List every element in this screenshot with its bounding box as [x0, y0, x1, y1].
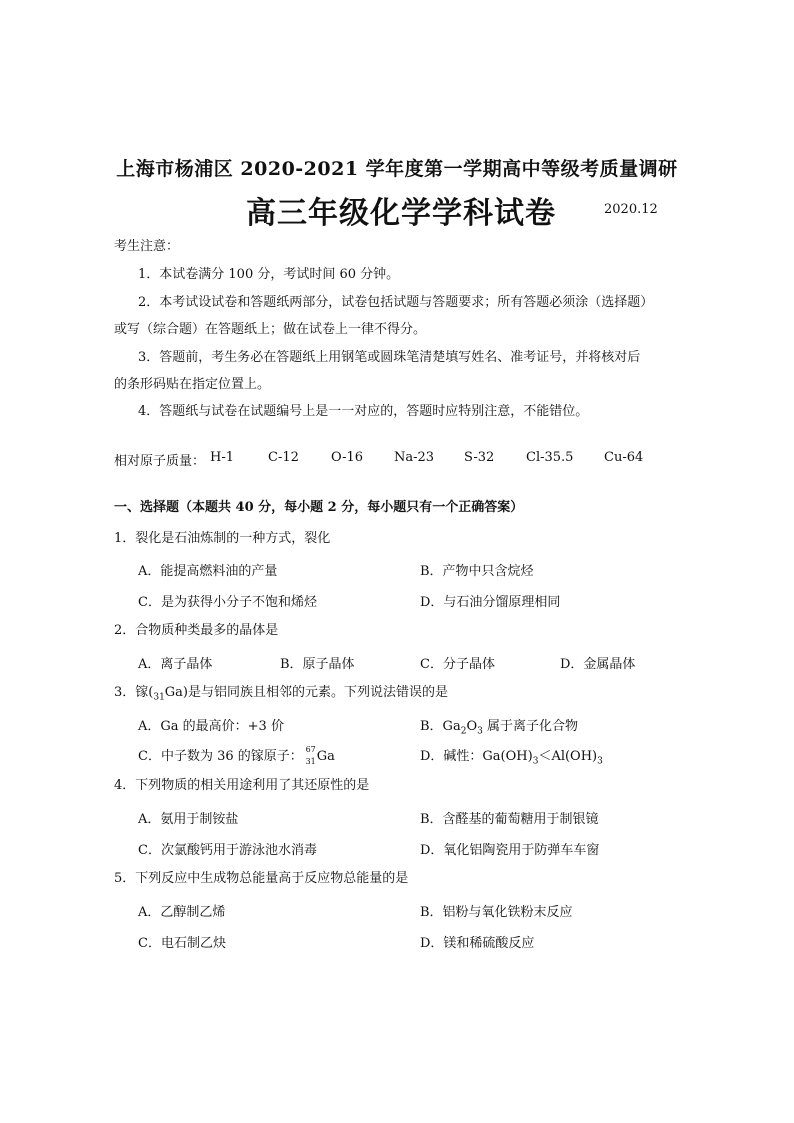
notice-item-2-cont: 或写（综合题）在答题纸上；做在试卷上一律不得分。 [114, 322, 427, 337]
q3-stem-atomic-number: 31 [153, 692, 165, 703]
notice-item-4: 4．答题纸与试卷在试题编号上是一一对应的，答题时应特别注意，不能错位。 [138, 404, 589, 419]
notice-item-1: 1．本试卷满分 100 分，考试时间 60 分钟。 [138, 267, 400, 282]
q5-stem: 5．下列反应中生成物总能量高于反应物总能量的是 [114, 871, 409, 886]
section1-heading: 一、选择题（本题共 40 分，每小题 2 分，每小题只有一个正确答案） [114, 500, 524, 515]
q1-option-b: B．产物中只含烷烃 [420, 564, 534, 579]
q4-option-b: B．含醛基的葡萄糖用于制银镜 [420, 812, 599, 827]
q3-b-text3: 属于离子化合物 [482, 719, 578, 734]
q4-option-a: A．氨用于制铵盐 [138, 812, 239, 827]
q2-option-c: C．分子晶体 [420, 657, 495, 672]
q4-option-c: C．次氯酸钙用于游泳池水消毒 [138, 843, 317, 858]
atomic-mass-c: C-12 [268, 450, 299, 465]
q3-b-sub2: 3 [477, 726, 483, 737]
exam-title-line1: 上海市杨浦区 2020-2021 学年度第一学期高中等级考质量调研 [116, 158, 678, 180]
q3-b-sub1: 2 [460, 726, 467, 737]
q4-stem: 4．下列物质的相关用途利用了其还原性的是 [114, 778, 370, 793]
notice-item-3: 3．答题前，考生务必在答题纸上用钢笔或圆珠笔清楚填写姓名、准考证号，并将核对后 [138, 350, 641, 365]
q5-option-c: C．电石制乙炔 [138, 936, 226, 951]
exam-date: 2020.12 [604, 202, 658, 217]
q2-option-a: A．离子晶体 [138, 657, 213, 672]
atomic-masses-label: 相对原子质量： [114, 454, 206, 469]
q3-c-mass-number: 67 [305, 744, 316, 754]
q5-option-d: D．镁和稀硫酸反应 [420, 936, 535, 951]
q3-b-text1: B．Ga [420, 719, 461, 734]
q3-stem [114, 684, 448, 707]
q3-stem-part1: 3．镓( [114, 685, 154, 700]
q4-option-d: D．氧化铝陶瓷用于防弹车车窗 [420, 843, 600, 858]
q3-c-atomic-number: 31 [305, 756, 316, 766]
q3-option-c [138, 745, 335, 766]
q3-d-text1: D．碱性：Ga(OH) [420, 749, 533, 764]
q3-stem-part2: Ga)是与铝同族且相邻的元素。下列说法错误的是 [164, 685, 449, 700]
q1-option-d: D．与石油分馏原理相同 [420, 595, 561, 610]
atomic-masses-row [114, 450, 674, 470]
q3-c-nuclide [303, 744, 317, 766]
notice-heading: 考生注意： [114, 239, 180, 254]
q3-d-sub2: 3 [597, 756, 603, 767]
q3-d-sub1: 3 [532, 756, 539, 767]
atomic-mass-s: S-32 [464, 450, 495, 465]
q2-option-b: B．原子晶体 [280, 657, 355, 672]
q3-c-text: C．中子数为 36 的镓原子： [138, 749, 303, 764]
q3-option-a: A．Ga 的最高价：+3 价 [138, 719, 284, 734]
q3-option-b [420, 715, 578, 737]
atomic-mass-o: O-16 [331, 450, 364, 465]
notice-item-3-cont: 的条形码贴在指定位置上。 [114, 377, 271, 392]
exam-title-line2: 高三年级化学学科试卷 [246, 196, 556, 231]
q5-option-b: B．铝粉与氧化铁粉末反应 [420, 905, 573, 920]
q3-b-text2: O [466, 719, 478, 734]
q2-stem: 2．合物质种类最多的晶体是 [114, 623, 279, 638]
notice-item-2: 2．本考试设试卷和答题纸两部分，试卷包括试题与答题要求；所有答题必须涂（选择题） [138, 295, 654, 310]
atomic-mass-cl: Cl-35.5 [526, 450, 574, 465]
atomic-mass-na: Na-23 [394, 450, 435, 465]
q3-option-d [420, 745, 603, 767]
q1-option-a: A．能提高燃料油的产量 [138, 564, 278, 579]
q1-stem: 1．裂化是石油炼制的一种方式，裂化 [114, 531, 331, 546]
q3-d-text2: ＜Al(OH) [538, 749, 598, 764]
q1-option-c: C．是为获得小分子不饱和烯烃 [138, 595, 317, 610]
q3-c-symbol: Ga [316, 749, 335, 764]
q2-option-d: D．金属晶体 [560, 657, 636, 672]
q5-option-a: A．乙醇制乙烯 [138, 905, 226, 920]
atomic-mass-cu: Cu-64 [604, 450, 644, 465]
atomic-mass-h: H-1 [210, 450, 235, 465]
